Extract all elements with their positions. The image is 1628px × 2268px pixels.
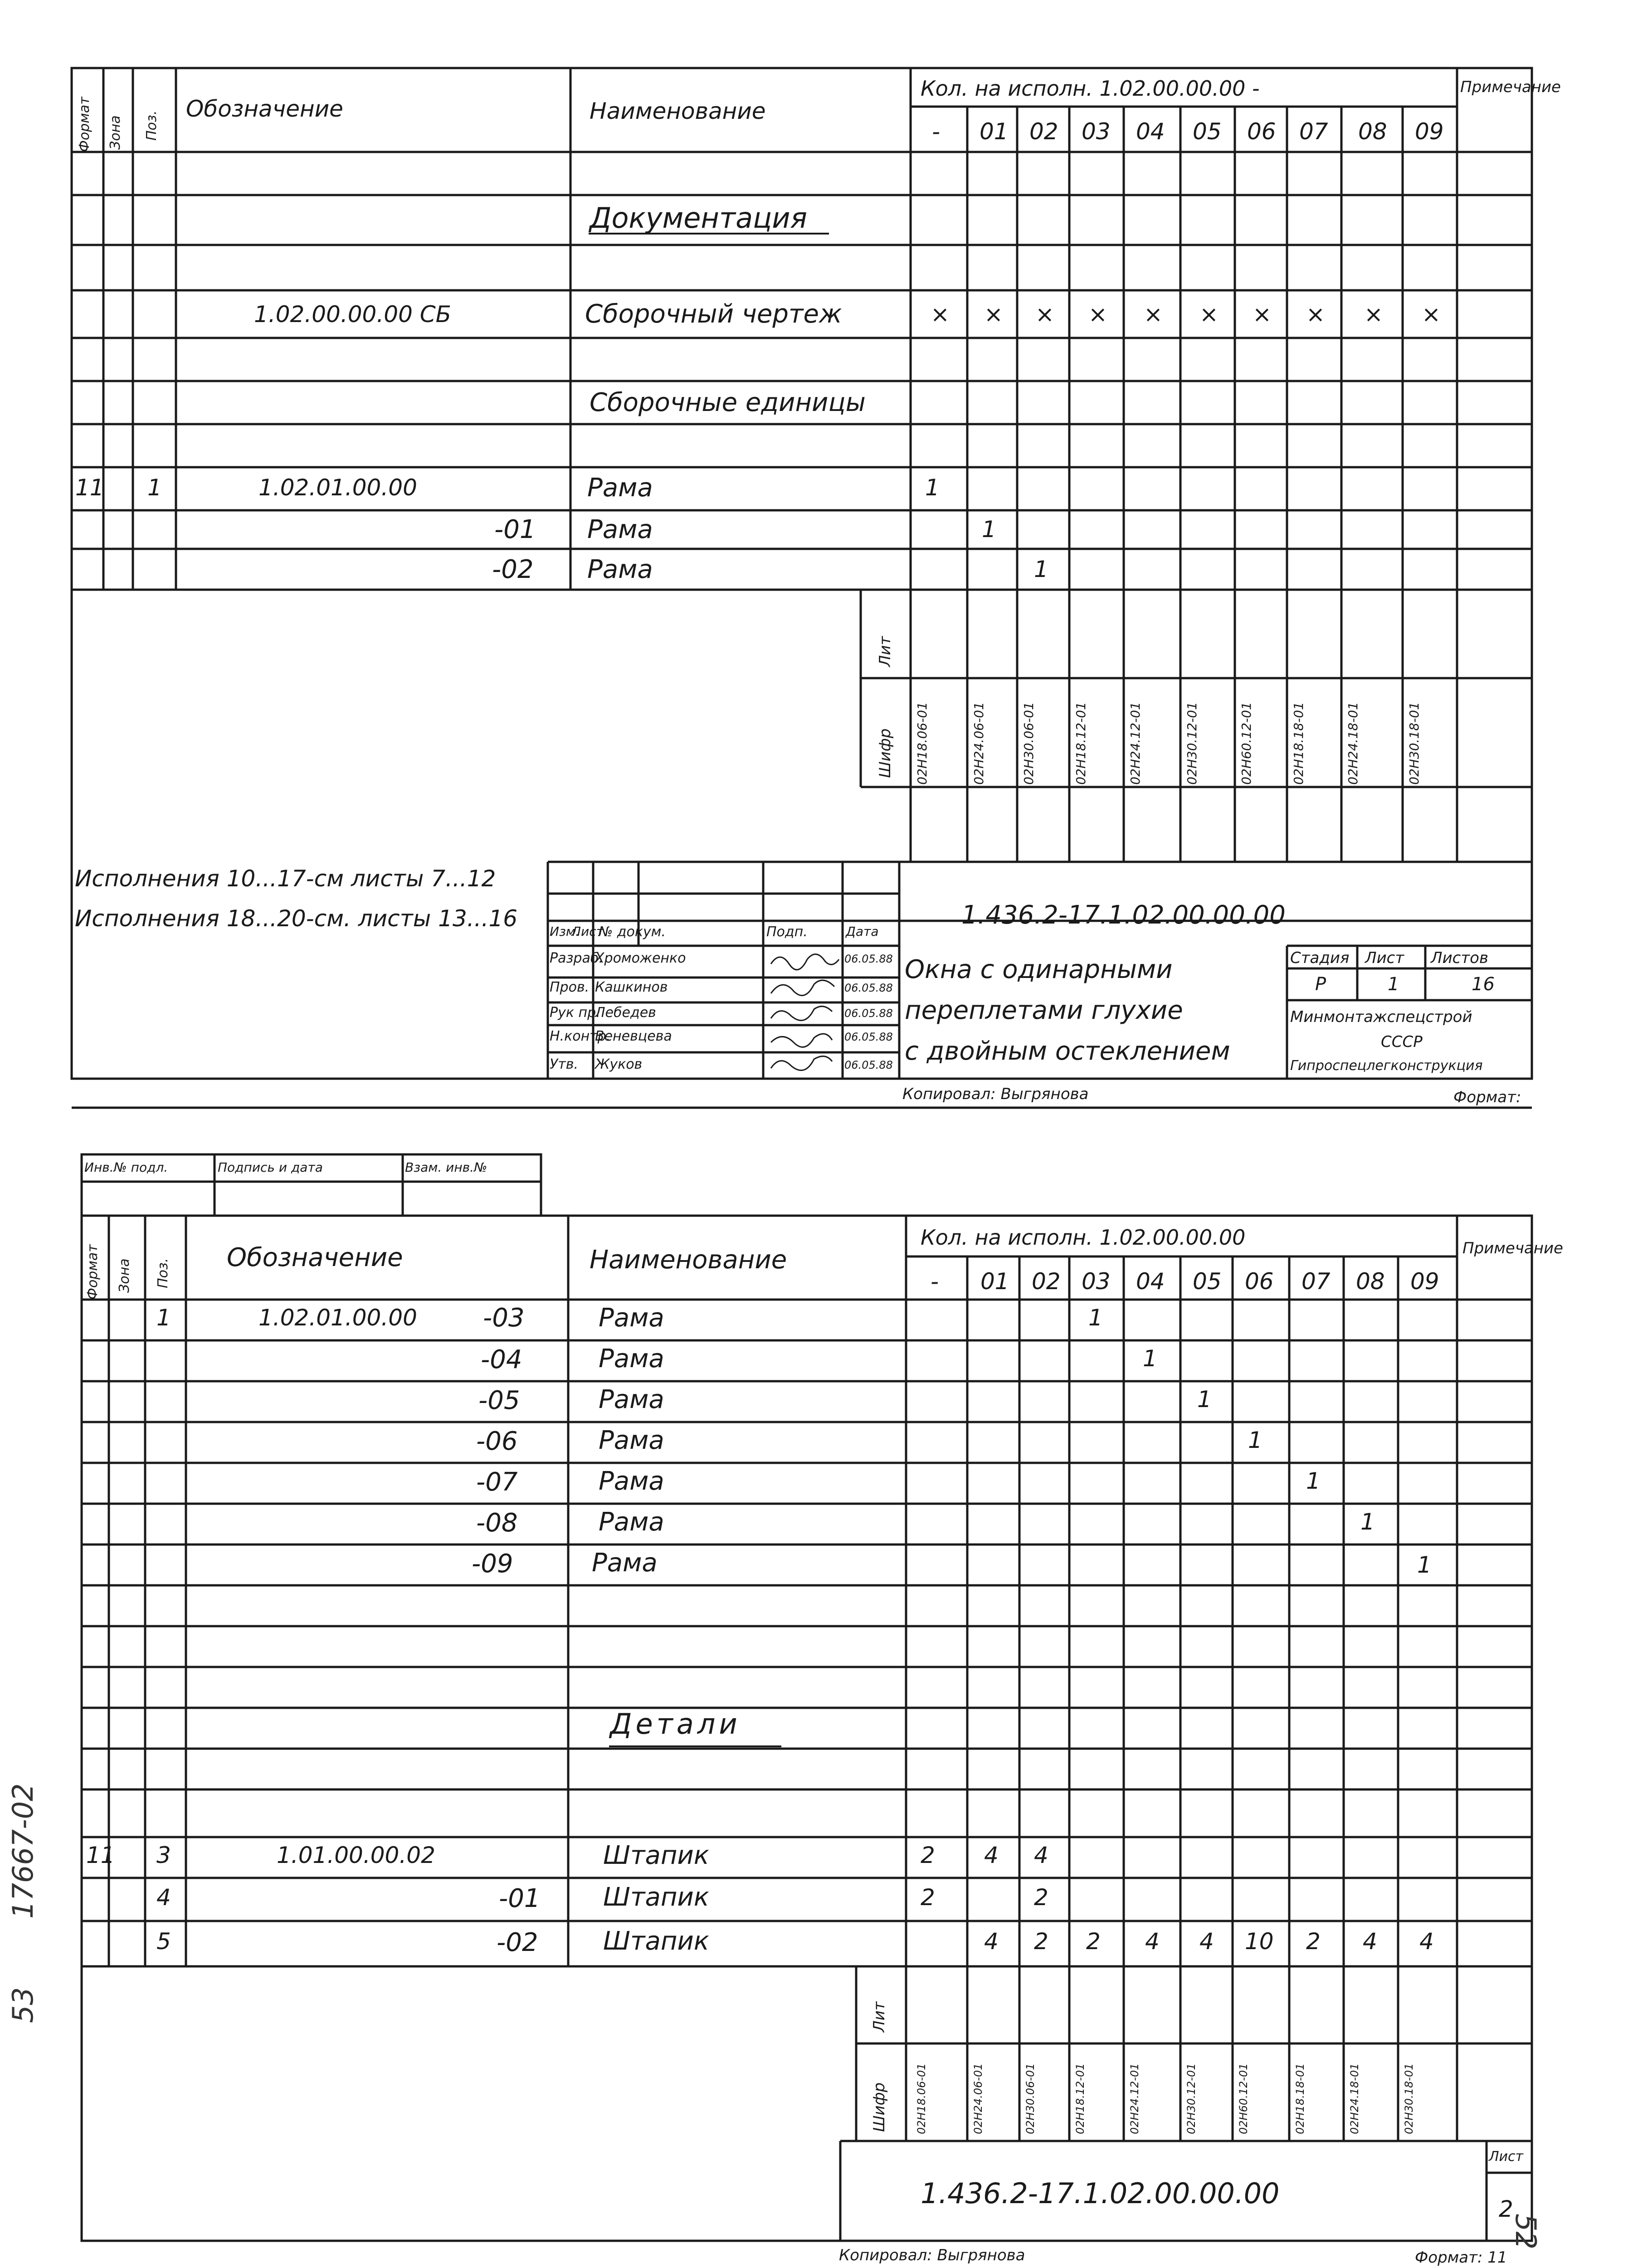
qty-cell: 1 <box>1417 1552 1432 1578</box>
title-line-3: с двойным остеклением <box>905 1036 1230 1066</box>
row-name: Рама <box>599 1303 664 1333</box>
variant-col-08: 08 <box>1358 118 1387 145</box>
col-head-izm: Изм. <box>550 924 580 939</box>
variant-col-05: 05 <box>1193 118 1222 145</box>
stamp-replace-inv: Взам. инв.№ <box>405 1160 487 1175</box>
row-suffix: -01 <box>499 1884 541 1913</box>
qty-cell: 1 <box>1360 1509 1375 1535</box>
signer-name: Веневцева <box>595 1028 672 1044</box>
shifr-code: 02H24.06-01 <box>971 702 986 785</box>
variant-col-06: 06 <box>1245 1268 1274 1295</box>
variant-col-06: 06 <box>1247 118 1276 145</box>
row-format: 11 <box>86 1842 115 1868</box>
row-suffix: -09 <box>472 1549 513 1579</box>
row-format: 11 <box>75 474 104 501</box>
lit-label: Лит <box>870 2001 888 2032</box>
shifr-code: 02H30.18-01 <box>1403 2063 1415 2134</box>
qty-cell: 2 <box>1086 1928 1101 1955</box>
title-line-1: Окна с одинарными <box>905 955 1173 984</box>
org-line-3: Гипроспецлегконструкция <box>1290 1058 1483 1074</box>
signer-role: Разраб. <box>550 950 603 966</box>
header-name: Наименование <box>590 98 766 124</box>
shifr-code: 02H18.12-01 <box>1074 2063 1087 2134</box>
row-name: Рама <box>599 1466 664 1496</box>
section-parts: Детали <box>610 1707 741 1740</box>
row-suffix: -06 <box>476 1427 518 1456</box>
row-name: Рама <box>587 473 653 503</box>
shifr-label: Шифр <box>876 728 894 778</box>
header-format: Формат <box>85 1244 101 1300</box>
org-line-2: СССР <box>1381 1033 1423 1051</box>
qty-cell: 2 <box>921 1842 935 1868</box>
variant-col-01: 01 <box>980 1268 1009 1295</box>
sheet-label: Лист <box>1489 2149 1524 2165</box>
row-name: Штапик <box>603 1882 709 1912</box>
variant-col-base: - <box>932 118 941 145</box>
qty-cell: × <box>1199 301 1219 327</box>
variant-col-03: 03 <box>1082 118 1111 145</box>
stage-label: Стадия <box>1290 949 1350 967</box>
shifr-code: 02H24.06-01 <box>972 2063 985 2134</box>
col-head-list: Лист <box>571 924 604 939</box>
archive-number: 17667-02 <box>6 1783 39 1919</box>
shifr-code: 02H60.12-01 <box>1239 702 1254 785</box>
format-label: Формат: <box>1453 1088 1521 1106</box>
header-format: Формат <box>77 97 93 152</box>
header-zone: Зона <box>107 115 123 150</box>
variant-col-03: 03 <box>1082 1268 1111 1295</box>
qty-cell: 4 <box>1419 1928 1434 1955</box>
row-name: Штапик <box>603 1841 709 1870</box>
row-pos: 1 <box>147 474 162 501</box>
qty-cell: 1 <box>1143 1345 1157 1372</box>
row-pos: 1 <box>156 1305 171 1331</box>
shifr-code: 02H18.12-01 <box>1073 702 1088 785</box>
qty-cell: 1 <box>1088 1305 1103 1331</box>
lit-label: Лит <box>876 636 894 667</box>
header-qty: Кол. на исполн. 1.02.00.00.00 <box>921 1225 1246 1250</box>
header-note: Примечание <box>1460 78 1561 96</box>
variant-col-07: 07 <box>1299 118 1328 145</box>
header-designation: Обозначение <box>186 96 343 122</box>
row-designation: 1.02.01.00.00 <box>258 474 417 501</box>
qty-cell: 2 <box>921 1884 935 1911</box>
header-zone: Зона <box>117 1258 132 1293</box>
doc-number: 1.436.2-17.1.02.00.00.00 <box>921 2177 1280 2210</box>
qty-cell: × <box>1088 301 1107 327</box>
signer-date: 06.05.88 <box>844 1059 893 1071</box>
shifr-code: 02H30.06-01 <box>1021 702 1036 785</box>
variant-col-02: 02 <box>1029 118 1058 145</box>
stamp-sign-date: Подпись и дата <box>218 1160 323 1175</box>
qty-cell: × <box>1364 301 1383 327</box>
shifr-code: 02H30.18-01 <box>1407 702 1422 785</box>
qty-cell: 10 <box>1245 1928 1274 1955</box>
qty-cell: 2 <box>1306 1928 1321 1955</box>
copied-by: Копировал: Выгрянова <box>839 2246 1025 2264</box>
row-designation: -01 <box>494 515 536 544</box>
signer-role: Утв. <box>550 1056 578 1072</box>
qty-cell: × <box>984 301 1003 327</box>
shifr-code: 02H30.06-01 <box>1024 2063 1037 2134</box>
row-name: Штапик <box>603 1926 709 1956</box>
section-documentation: Документация <box>590 201 807 235</box>
qty-cell: × <box>931 301 950 327</box>
row-suffix: -03 <box>483 1303 525 1333</box>
row-pos: 3 <box>156 1842 171 1868</box>
note-variants-18-20: Исполнения 18...20-см. листы 13...16 <box>75 905 518 932</box>
qty-cell: 1 <box>982 516 996 543</box>
shifr-code: 02H30.12-01 <box>1185 2063 1198 2134</box>
qty-cell: 1 <box>1248 1427 1262 1453</box>
col-head-date: Дата <box>846 924 879 939</box>
qty-cell: × <box>1306 301 1325 327</box>
row-designation: 1.02.01.00.00 <box>258 1305 417 1331</box>
signer-name: Жуков <box>595 1056 643 1072</box>
header-pos: Поз. <box>155 1258 171 1288</box>
shifr-code: 02H24.12-01 <box>1128 702 1143 785</box>
section-assemblies: Сборочные единицы <box>590 388 866 417</box>
sheets-label: Листов <box>1431 949 1489 967</box>
copied-by: Копировал: Выгрянова <box>902 1085 1089 1103</box>
shifr-code: 02H18.18-01 <box>1291 702 1306 785</box>
variant-col-04: 04 <box>1136 118 1165 145</box>
qty-cell: × <box>1253 301 1272 327</box>
qty-cell: 1 <box>1197 1386 1212 1413</box>
qty-cell: × <box>1144 301 1163 327</box>
qty-cell: 4 <box>1199 1928 1214 1955</box>
signer-date: 06.05.88 <box>844 1031 893 1043</box>
variant-col-05: 05 <box>1193 1268 1222 1295</box>
header-note: Примечание <box>1462 1239 1563 1257</box>
signer-role: Н.контр. <box>550 1028 611 1044</box>
shifr-code: 02H60.12-01 <box>1237 2063 1250 2134</box>
qty-cell: 4 <box>1145 1928 1160 1955</box>
qty-cell: 2 <box>1034 1928 1048 1955</box>
qty-cell: 1 <box>1306 1468 1321 1494</box>
qty-cell: 2 <box>1034 1884 1048 1911</box>
shifr-code: 02H24.18-01 <box>1348 2063 1361 2134</box>
sheets-value: 16 <box>1472 974 1495 995</box>
signer-role: Рук пр. <box>550 1005 600 1021</box>
variant-col-01: 01 <box>980 118 1009 145</box>
note-variants-10-17: Исполнения 10...17-см листы 7...12 <box>75 865 496 892</box>
row-name: Сборочный чертеж <box>585 299 842 329</box>
format-label: Формат: 11 <box>1415 2248 1507 2267</box>
shifr-code: 02H30.12-01 <box>1184 702 1199 785</box>
stage-value: Р <box>1315 974 1326 995</box>
shifr-code: 02H18.06-01 <box>915 2063 928 2134</box>
row-name: Рама <box>599 1344 664 1374</box>
header-name: Наименование <box>590 1245 787 1275</box>
col-head-doc: № докум. <box>599 924 666 940</box>
variant-col-09: 09 <box>1410 1268 1439 1295</box>
page-number-right: 52 <box>1509 2214 1542 2249</box>
row-name: Рама <box>599 1426 664 1455</box>
sheet-value: 1 <box>1388 974 1399 995</box>
row-name: Рама <box>587 555 653 584</box>
signer-name: Лебедев <box>595 1005 656 1021</box>
page-number-left: 53 <box>6 1987 39 2023</box>
row-pos: 5 <box>156 1928 171 1955</box>
header-designation: Обозначение <box>227 1243 403 1272</box>
qty-cell: 4 <box>1363 1928 1377 1955</box>
row-name: Рама <box>599 1385 664 1414</box>
org-line-1: Минмонтажспецстрой <box>1290 1008 1472 1026</box>
row-designation: 1.01.00.00.02 <box>277 1842 435 1868</box>
shifr-code: 02H24.12-01 <box>1128 2063 1141 2134</box>
shifr-code: 02H18.06-01 <box>915 702 930 785</box>
row-suffix: -08 <box>476 1508 518 1538</box>
variant-col-08: 08 <box>1356 1268 1385 1295</box>
row-name: Рама <box>587 515 653 544</box>
row-name: Рама <box>592 1548 658 1578</box>
signer-date: 06.05.88 <box>844 982 893 994</box>
variant-col-09: 09 <box>1415 118 1444 145</box>
signer-name: Хроможенко <box>595 950 686 966</box>
shifr-code: 02H18.18-01 <box>1294 2063 1306 2134</box>
row-suffix: -04 <box>481 1345 522 1374</box>
qty-cell: 4 <box>984 1928 999 1955</box>
row-designation: -02 <box>492 555 534 584</box>
qty-cell: × <box>1035 301 1054 327</box>
signer-role: Пров. <box>550 979 590 995</box>
sheet-label: Лист <box>1365 949 1404 967</box>
qty-cell: 4 <box>1034 1842 1048 1868</box>
variant-col-02: 02 <box>1032 1268 1061 1295</box>
shifr-code: 02H24.18-01 <box>1345 702 1360 785</box>
signer-date: 06.05.88 <box>844 1007 893 1020</box>
signer-name: Кашкинов <box>595 979 668 995</box>
qty-cell: 4 <box>984 1842 999 1868</box>
row-suffix: -02 <box>497 1928 538 1957</box>
header-qty: Кол. на исполн. 1.02.00.00.00 - <box>921 76 1260 101</box>
variant-col-04: 04 <box>1136 1268 1165 1295</box>
header-pos: Поз. <box>144 110 160 141</box>
doc-number: 1.436.2-17.1.02.00.00.00 <box>961 900 1286 930</box>
title-line-2: переплетами глухие <box>905 996 1183 1025</box>
signer-date: 06.05.88 <box>844 953 893 965</box>
row-designation: 1.02.00.00.00 СБ <box>254 301 451 327</box>
row-name: Рама <box>599 1507 664 1537</box>
col-head-sign: Подп. <box>766 924 808 940</box>
qty-cell: 1 <box>1034 556 1048 582</box>
shifr-label: Шифр <box>870 2082 888 2132</box>
row-suffix: -05 <box>478 1386 520 1415</box>
stamp-inv-no: Инв.№ подл. <box>84 1160 168 1175</box>
variant-col-base: - <box>931 1268 939 1295</box>
row-pos: 4 <box>156 1884 171 1911</box>
sheet-value: 2 <box>1499 2196 1513 2222</box>
variant-col-07: 07 <box>1301 1268 1331 1295</box>
qty-cell: 1 <box>925 474 940 501</box>
qty-cell: × <box>1422 301 1441 327</box>
row-suffix: -07 <box>476 1467 518 1497</box>
